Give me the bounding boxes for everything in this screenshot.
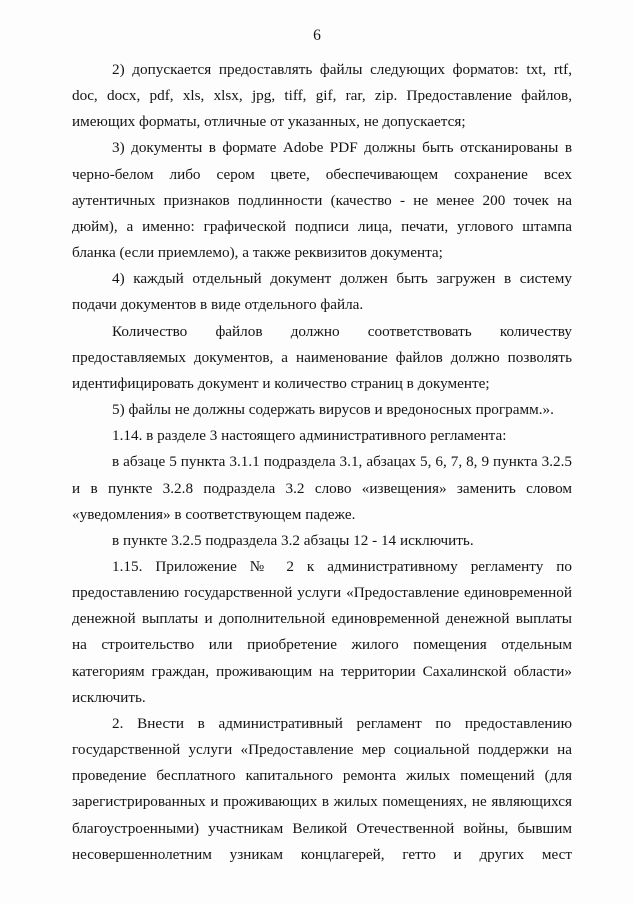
page-number: 6: [313, 27, 321, 44]
paragraph-no-viruses: 5) файлы не должны содержать вирусов и вредоносных программ.».: [112, 401, 554, 419]
paragraph-file-count: Количество файлов должно соответствовать количеству предоставляемых документов, а наименование файлов должно позволять идентифицировать документ и количество страниц в документе;: [72, 322, 572, 392]
paragraph-pdf-scan-requirements: 3) документы в формате Adobe PDF должны быть отсканированы в черно-белом либо сером цвете, обеспечивающем сохранение всех аутентичных признаков подлинности (качество - не менее 200 точек на дюйм), а именно: графической подписи лица, печати, углового штампа бланка (если приемлемо), а также реквизитов документа;: [72, 139, 572, 262]
paragraph-section-2: 2. Внести в административный регламент по предоставлению государственной услуги «Предоставление мер социальной поддержки на проведение бесплатного капитального ремонта жилых помещений (для зарегистрированных и проживающих в жилых помещениях, не являющихся благоустроенными) участникам Великой Отечественной войны, бывшим несовершеннолетним узникам концлагерей, гетто и других мест: [72, 714, 572, 863]
paragraph-file-formats: 2) допускается предоставлять файлы следующих форматов: txt, rtf, doc, docx, pdf, xls, xlsx, jpg, tiff, gif, rar, zip. Предоставление файлов, имеющих форматы, отличные от указанных, не допускается;: [72, 61, 572, 131]
paragraph-exclude-paragraphs: в пункте 3.2.5 подраздела 3.2 абзацы 12 - 14 исключить.: [112, 531, 474, 549]
paragraph-replace-notification-word: в абзаце 5 пункта 3.1.1 подраздела 3.1, абзацах 5, 6, 7, 8, 9 пункта 3.2.5 и в пункте 3.2.8 подраздела 3.2 слово «извещения» заменить словом «уведомления» в соответствующем падеже.: [72, 453, 572, 523]
paragraph-section-1-15: 1.15. Приложение № 2 к административному регламенту по предоставлению государственной услуги «Предоставление единовременной денежной выплаты и дополнительной единовременной денежной выплаты на строительство или приобретение жилого помещения отдельным категориям граждан, проживающим на территории Сахалинской области» исключить.: [72, 557, 572, 706]
paragraph-section-1-14: 1.14. в разделе 3 настоящего административного регламента:: [112, 427, 507, 445]
document-body: [72, 57, 572, 868]
paragraph-separate-file-upload: 4) каждый отдельный документ должен быть загружен в систему подачи документов в виде отдельного файла.: [72, 270, 572, 314]
